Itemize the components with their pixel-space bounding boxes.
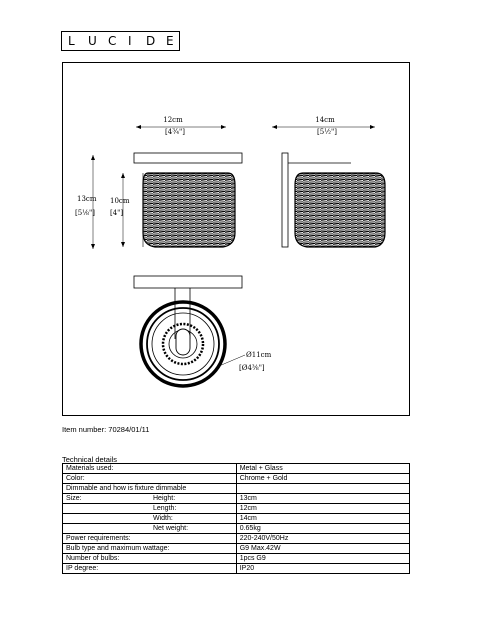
dim-width: 12cm — [163, 116, 183, 124]
table-row — [63, 534, 410, 544]
row-sublabel: Net weight: — [153, 525, 189, 532]
side-wall-plate — [282, 153, 288, 247]
row-label-cell — [63, 514, 237, 524]
lucide-logo — [61, 31, 180, 51]
drawing-svg — [63, 63, 411, 417]
row-value: G9 Max.42W — [236, 544, 409, 554]
row-label-cell — [63, 554, 237, 564]
dim-diameter: Ø11cm — [246, 351, 272, 359]
row-label-cell — [63, 484, 237, 494]
dim-height-inch: [5⅛"] — [75, 209, 95, 217]
row-label-cell — [63, 534, 237, 544]
row-value: 1pcs G9 — [236, 554, 409, 564]
table-row — [63, 544, 410, 554]
row-label: Number of bulbs: — [66, 555, 120, 562]
dim-depth: 14cm — [315, 116, 335, 124]
logo-letter: I — [128, 34, 132, 48]
table-row — [63, 494, 410, 504]
table-row — [63, 484, 410, 494]
row-value: Metal + Glass — [236, 464, 409, 474]
logo-letter: D — [146, 34, 156, 48]
row-value — [236, 484, 409, 494]
row-label: Dimmable and how is fixture dimmable — [66, 485, 187, 492]
row-label-cell — [63, 494, 237, 504]
row-value: 12cm — [236, 504, 409, 514]
front-shade — [143, 173, 235, 247]
logo-letter: U — [88, 34, 97, 48]
item-number-value: 70284/01/11 — [108, 425, 150, 434]
row-value: 13cm — [236, 494, 409, 504]
bottom-wall-plate — [134, 276, 242, 288]
dim-shade-height: 10cm — [110, 197, 130, 205]
row-label: Size: — [66, 495, 82, 502]
table-row — [63, 554, 410, 564]
row-value: Chrome + Gold — [236, 474, 409, 484]
row-label: Power requirements: — [66, 535, 131, 542]
logo-letter: E — [166, 34, 174, 48]
row-label-cell — [63, 464, 237, 474]
dim-height: 13cm — [77, 195, 97, 203]
row-value: 0.65kg — [236, 524, 409, 534]
logo-letter: L — [68, 34, 75, 48]
row-sublabel: Width: — [153, 515, 173, 522]
row-label: Bulb type and maximum wattage: — [66, 545, 170, 552]
row-label-cell — [63, 544, 237, 554]
technical-details-table — [62, 463, 410, 574]
item-number — [62, 425, 149, 434]
row-label-cell — [63, 504, 237, 514]
table-row — [63, 474, 410, 484]
table-row — [63, 464, 410, 474]
row-label: Color: — [66, 475, 85, 482]
front-wall-plate — [134, 153, 242, 163]
side-shade — [295, 173, 385, 247]
row-label-cell — [63, 564, 237, 574]
technical-details-title: Technical details — [62, 455, 118, 464]
row-label: Materials used: — [66, 465, 114, 472]
dim-depth-inch: [5½"] — [317, 128, 337, 136]
row-label-cell — [63, 524, 237, 534]
row-sublabel: Height: — [153, 495, 176, 502]
dim-width-inch: [4¾"] — [165, 128, 185, 136]
table-row — [63, 504, 410, 514]
table-row — [63, 564, 410, 574]
table-row — [63, 524, 410, 534]
dim-shade-height-inch: [4"] — [110, 209, 124, 217]
bottom-view — [134, 276, 272, 386]
row-label-cell — [63, 474, 237, 484]
front-view — [75, 116, 242, 249]
row-value: IP20 — [236, 564, 409, 574]
technical-drawing — [62, 62, 410, 416]
dim-diameter-inch: [Ø4⅜"] — [239, 364, 265, 372]
table-row — [63, 514, 410, 524]
row-sublabel: Length: — [153, 505, 177, 512]
logo-letter: C — [108, 34, 117, 48]
side-view — [272, 116, 385, 247]
row-value: 220-240V/50Hz — [236, 534, 409, 544]
item-number-label: Item number: — [62, 425, 107, 434]
row-label: IP degree: — [66, 565, 99, 572]
row-value: 14cm — [236, 514, 409, 524]
